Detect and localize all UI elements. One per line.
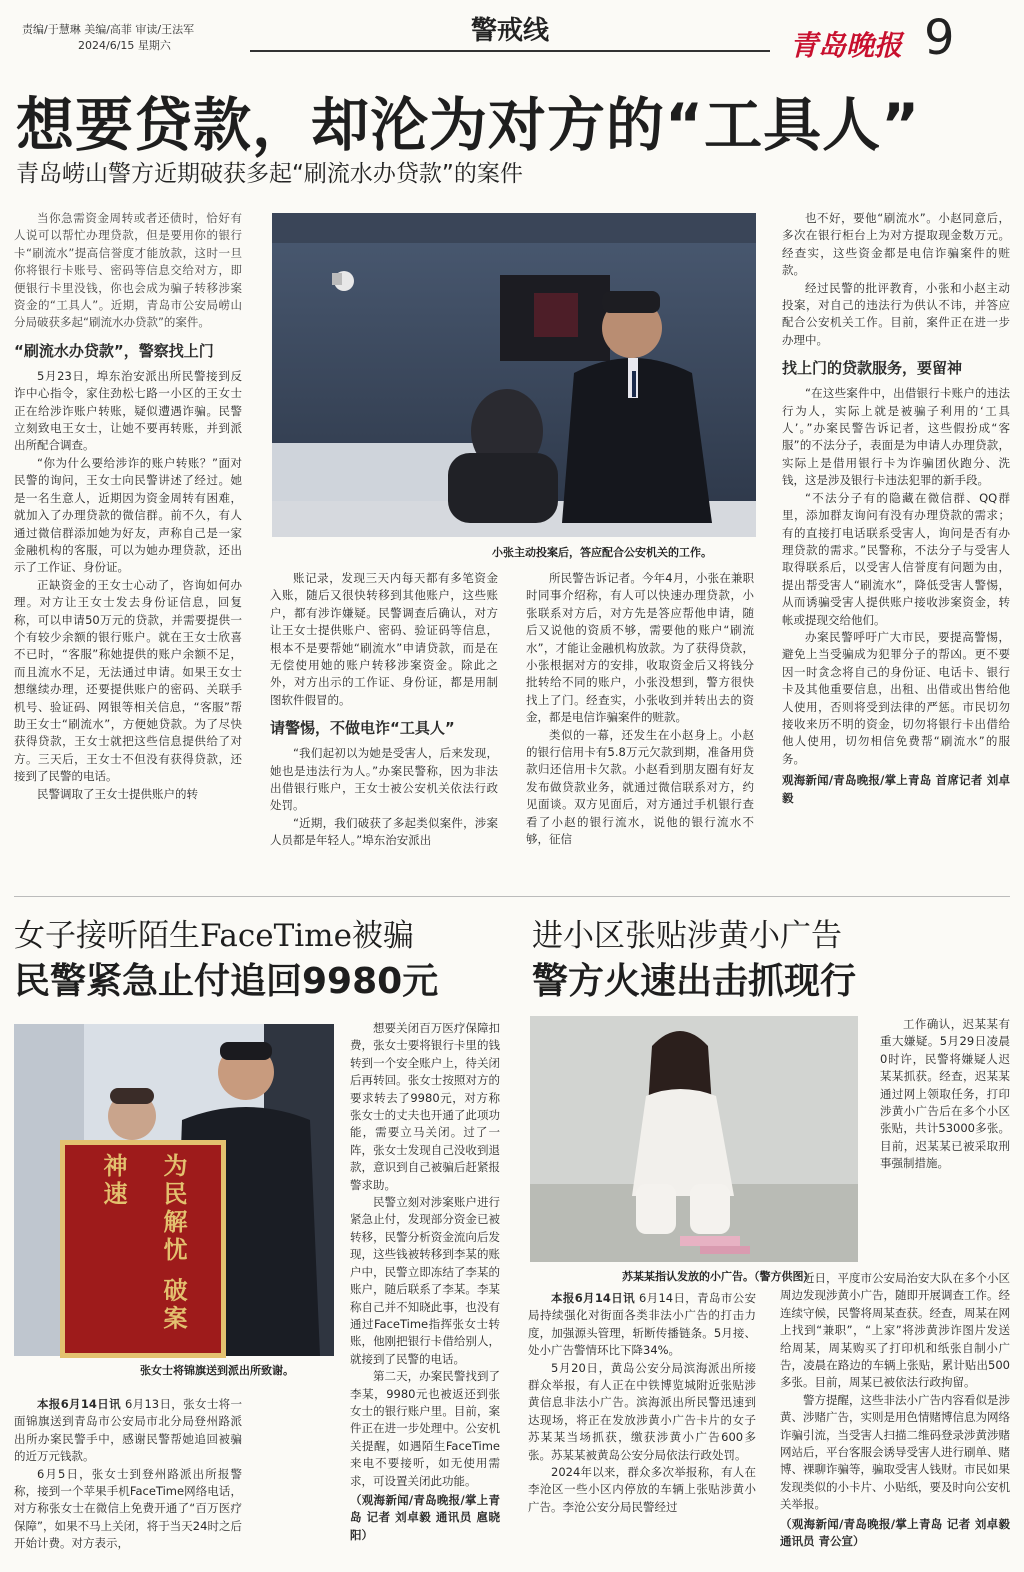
story3-photo-caption: 苏某某指认发放的小广告。（警方供图） — [622, 1270, 815, 1283]
newspaper-logo: 青岛晚报 — [790, 29, 903, 62]
column-3-body — [526, 570, 754, 849]
story3-first-text: 6月14日，青岛市公安局持续强化对街面各类非法小广告的打击力度，加强源头管理，斩断传播链条。5月接、处小广告警情环比下降34%。 — [528, 1291, 756, 1358]
paragraph: “近期，我们破获了多起类似案件，涉案人员都是年轻人。”埠东治安派出 — [270, 815, 498, 848]
page-meta — [22, 22, 194, 54]
story2-first-text: 6月13日，张女士将一面锦旗送到青岛市公安局市北分局登州路派出所办案民警手中，感谢民警帮她追回被骗的近万元钱款。 — [14, 1397, 242, 1464]
column-2-body — [270, 570, 498, 709]
paragraph: 办案民警呼吁广大市民，要提高警惕，避免上当受骗成为犯罪分子的帮凶。更不要因一时贪念将自己的身份证、电话卡、银行卡及其他重要信息，出租、出借或出售给他人使用，否则将受到法律的严惩。市民切勿接收来历不明的资金，切勿将银行卡出借给他人使用，切勿相信免费帮“刷流水”的服务。 — [782, 629, 1010, 766]
column-2b-body — [270, 745, 498, 849]
story3-right-column-lower — [780, 1270, 1010, 1566]
issue-date: 2024/6/15 星期六 — [78, 39, 171, 52]
story3-title-line2: 警方火速出击抓现行 — [532, 961, 857, 1002]
header-divider — [250, 50, 770, 52]
banner-text: 为民解忧 破案神速 — [99, 1153, 188, 1334]
editors-line: 责编/于慧琳 美编/高菲 审读/王法军 — [22, 23, 195, 36]
main-column-3 — [526, 570, 754, 870]
story2-photo-caption: 张女士将锦旗送到派出所致谢。 — [140, 1364, 294, 1377]
paragraph: 类似的一幕，还发生在小赵身上。小赵的银行信用卡有5.8万元欠款到期，准备用贷款归还信用卡欠款。小赵看到朋友圈有好友发布做贷款业务，就通过微信联系对方，约见面谈。双方见面后，对方通过手机银行查看了小赵的银行流水，说他的银行流水不够，征信 — [526, 727, 754, 847]
paragraph: 所民警告诉记者。今年4月，小张在兼职时同事介绍称，有人可以快速办理贷款，小张联系对方后，对方先是答应帮他申请，随后又说他的资质不够，需要他的账户“刷流水”，才能让金融机构放款。为了获得贷款，小张根据对方的安排，收取资金后又将钱分批转给不同的账户，小张没想到，警方很快找上了门。经查实，小张收到并转出去的资金，都是电信诈骗案件的赃款。 — [526, 571, 754, 725]
section-heading-1: “刷流水办贷款”，警察找上门 — [14, 341, 214, 360]
main-headline: 想要贷款，却沦为对方的“工具人” — [16, 91, 921, 159]
paragraph: 经过民警的批评教育，小张和小赵主动投案，对自己的违法行为供认不讳，并答应配合公安机关工作。目前，案件正在进一步办理中。 — [782, 280, 1010, 347]
section-heading-2: 请警惕，不做电诈“工具人” — [270, 719, 455, 738]
story-divider — [14, 896, 1010, 897]
paragraph: 想要关闭百万医疗保障扣费，张女士要将银行卡里的钱转到一个安全账户上，待关闭后再转回。张女士按照对方的要求转去了9980元，对方称张女士的丈夫也开通了此项功能，需要立马关闭。过了一阵，张女士发现自己没收到退款，意识到自己被骗后赶紧报警求助。 — [350, 1021, 500, 1192]
story2-second-para: 6月5日，张女士到登州路派出所报警称，接到一个苹果手机FaceTime网络电话，对方称张女士在微信上免费开通了“百万医疗保障”，如果不马上关闭，将于当天24时之后开始计费。对方表示， — [14, 1466, 242, 1551]
story3-dateline: 本报6月14日讯 — [551, 1291, 635, 1305]
story3-first-para — [528, 1290, 756, 1360]
story2-credit: （观海新闻/青岛晚报/掌上青岛 记者 刘卓毅 通讯员 扈晓阳） — [350, 1492, 500, 1542]
story3-second-para: 5月20日，黄岛公安分局滨海派出所接群众举报，有人正在中铁博览城附近张贴涉黄信息非法小广告。滨海派出所民警迅速到达现场，将正在发放涉黄小广告卡片的女子苏某某当场抓获，缴获涉黄小广告600多张。苏某某被黄岛公安分局依法行政处罚。 — [528, 1360, 756, 1462]
main-column-1 — [14, 210, 242, 870]
paragraph: “你为什么要给涉诈的账户转账？”面对民警的询问，王女士向民警讲述了经过。她是一名生意人，近期因为资金周转有困难，就加入了办理贷款的微信群。前不久，有人通过微信群添加她为好友，声称自己是一家金融机构的客服，可以为她办理贷款，还出示了工作证、身份证。 — [14, 455, 242, 575]
main-intro: 当你急需资金周转或者还债时，恰好有人说可以帮忙办理贷款，但是要用你的银行卡“刷流水”提高信誉度才能放款，这时一旦你将银行卡账号、密码等信息交给对方，即便银行卡里没钱，你也会成为骗子转移涉案资金的“工具人”。近期，青岛市公安局崂山分局破获多起“刷流水办贷款”的案件。 — [14, 211, 242, 330]
police-office-photo — [272, 213, 756, 537]
paragraph: “在这些案件中，出借银行卡账户的违法行为人，实际上就是被骗子利用的‘工具人’。”办案民警告诉记者，这些假扮成“客服”的不法分子，表面是为申请人办理贷款，实际上是借用银行卡为诈骗团伙跑分、洗钱，这是涉及银行卡违法犯罪的新手段。 — [782, 386, 1010, 488]
story3-title-line1: 进小区张贴涉黄小广告 — [532, 918, 842, 954]
column-1-body — [14, 368, 242, 803]
story2-right-body — [350, 1020, 500, 1490]
suspect-pointing-photo — [530, 1016, 858, 1262]
page-number: 9 — [924, 10, 955, 66]
story2-first-para — [14, 1396, 242, 1466]
paragraph: “不法分子有的隐藏在微信群、QQ群里，添加群友询问有没有办理贷款的需求；有的直接打电话联系受害人，询问是否有办理贷款的需求。”民警称，不法分子与受害人取得联系后，以受害人信誉度有问题为由，提出帮受害人“刷流水”，降低受害人警惕，从而诱骗受害人提供账户接收涉案资金，转帐或提现交给他们。 — [782, 490, 1010, 627]
story3-right-para-1: 工作确认，迟某某有重大嫌疑。5月29日凌晨0时许，民警将嫌疑人迟某某抓获。经查，迟某某通过网上领取任务，打印涉黄小广告后在多个小区张贴，共计53000多张。目前，迟某某已被采取刑事强制措施。 — [880, 1017, 1010, 1171]
paragraph: 第二天，办案民警找到了李某，9980元也被返还到张女士的银行账户里。目前，案件正在进一步处理中。公安机关提醒，如遇陌生FaceTime来电不要接听，如无使用需求，可设置关闭此功能。 — [350, 1369, 500, 1488]
main-photo-caption: 小张主动投案后，答应配合公安机关的工作。 — [492, 546, 712, 559]
main-column-2 — [270, 570, 498, 870]
column-4-body — [782, 210, 1010, 349]
story3-credit: （观海新闻/青岛晚报/掌上青岛 记者 刘卓毅 通讯员 青公宣） — [780, 1516, 1010, 1549]
paragraph: 正缺资金的王女士心动了，咨询如何办理。对方让王女士发去身份证信息，回复称，可以申请50万元的贷款，并需要提供一个有较少余额的银行账户。就在王女士欣喜不已时，“客服”称她提供的账户余额不足，而且流水不足，无法通过申请。如果王女士想继续办理，还要提供账户的密码、关联手机号、验证码、网银等相关信息，“客服”帮助王女士“刷流水”，方便她贷款。为了尽快获得贷款，王女士就把这些信息提供给了对方。三天后，王女士不但没有获得贷款，还接到了民警的电话。 — [14, 577, 242, 784]
paragraph: 民警立刻对涉案账户进行紧急止付，发现部分资金已被转移，民警分析资金流向后发现，这些钱被转移到李某的账户中，民警立即冻结了李某的账户，随后联系了李某。李某称自己并不知晓此事，也没有通过FaceTime指挥张女士转账，他刚把银行卡借给别人，就接到了民警的电话。 — [350, 1195, 500, 1366]
main-subheadline: 青岛崂山警方近期破获多起“刷流水办贷款”的案件 — [16, 161, 523, 187]
column-4b-body — [782, 385, 1010, 768]
paragraph: 5月23日，埠东治安派出所民警接到反诈中心指令，家住劲松七路一小区的王女士正在给涉诈账户转账，疑似遭遇诈骗。民警立刻致电王女士，让她不要再转账，并到派出所配合调查。 — [14, 368, 242, 453]
main-column-4 — [782, 210, 1010, 870]
section-heading-3: 找上门的贷款服务，要留神 — [782, 359, 963, 378]
story3-third-para: 2024年以来，群众多次举报称，有人在李沧区一些小区内停放的车辆上张贴涉黄小广告。李沧公安分局民警经过 — [528, 1465, 756, 1514]
paragraph: 也不好，要他“刷流水”。小赵同意后，多次在银行柜台上为对方提取现金数万元。经查实，这些资金都是电信诈骗案件的赃款。 — [782, 211, 1010, 278]
story2-dateline: 本报6月14日讯 — [37, 1397, 121, 1411]
story2-title-line2: 民警紧急止付追回9980元 — [14, 961, 439, 1002]
story3-right-column — [880, 1016, 1010, 1266]
main-credit: 观海新闻/青岛晚报/掌上青岛 首席记者 刘卓毅 — [782, 773, 1010, 805]
story3-right-para-3: 警方提醒，这些非法小广告内容看似是涉黄、涉赌广告，实则是用色情赌博信息为网络诈骗引流，当受害人扫描二维码登录涉黄涉赌网站后，平台客服会诱导受害人进行刷单、赌博、裸聊诈骗等，骗取受害人钱财。市民如果发现类似的小卡片、小贴纸，要及时向公安机关举报。 — [780, 1392, 1010, 1512]
main-photo — [272, 213, 756, 537]
story2-right-column — [350, 1020, 500, 1560]
paragraph: 账记录，发现三天内每天都有多笔资金入账，随后又很快转移到其他账户，这些账户，都有涉诈嫌疑。民警调查后确认，对方让王女士提供账户、密码、验证码等信息，根本不是要帮她“刷流水”申请贷款，而是在无偿使用她的账户转移涉案资金。除此之外，对方出示的工作证、身份证，都是用制图软件假冒的。 — [270, 571, 498, 707]
paragraph: 民警调取了王女士提供账户的转 — [37, 786, 198, 801]
section-title: 警戒线 — [470, 16, 549, 46]
story3-photo — [530, 1016, 858, 1262]
story3-left-column — [528, 1290, 756, 1566]
story2-left-column — [14, 1396, 242, 1566]
paragraph: “我们起初以为她是受害人，后来发现，她也是违法行为人。”办案民警称，因为非法出借银行账户，王女士被公安机关依法行政处罚。 — [270, 746, 498, 813]
silk-banner — [60, 1140, 226, 1358]
story3-right-para-2: 近日，平度市公安局治安大队在多个小区周边发现涉黄小广告，随即开展调查工作。经连续守候，民警将周某查获。经查，周某在网上找到“兼职”，“上家”将涉黄涉诈图片发送给周某，周某购买了打印机和纸张自制小广告，凌晨在路边的车辆上张贴，累计贴出500多张。目前，周某已被依法行政拘留。 — [780, 1271, 1010, 1390]
story2-title-line1: 女子接听陌生FaceTime被骗 — [14, 918, 414, 954]
